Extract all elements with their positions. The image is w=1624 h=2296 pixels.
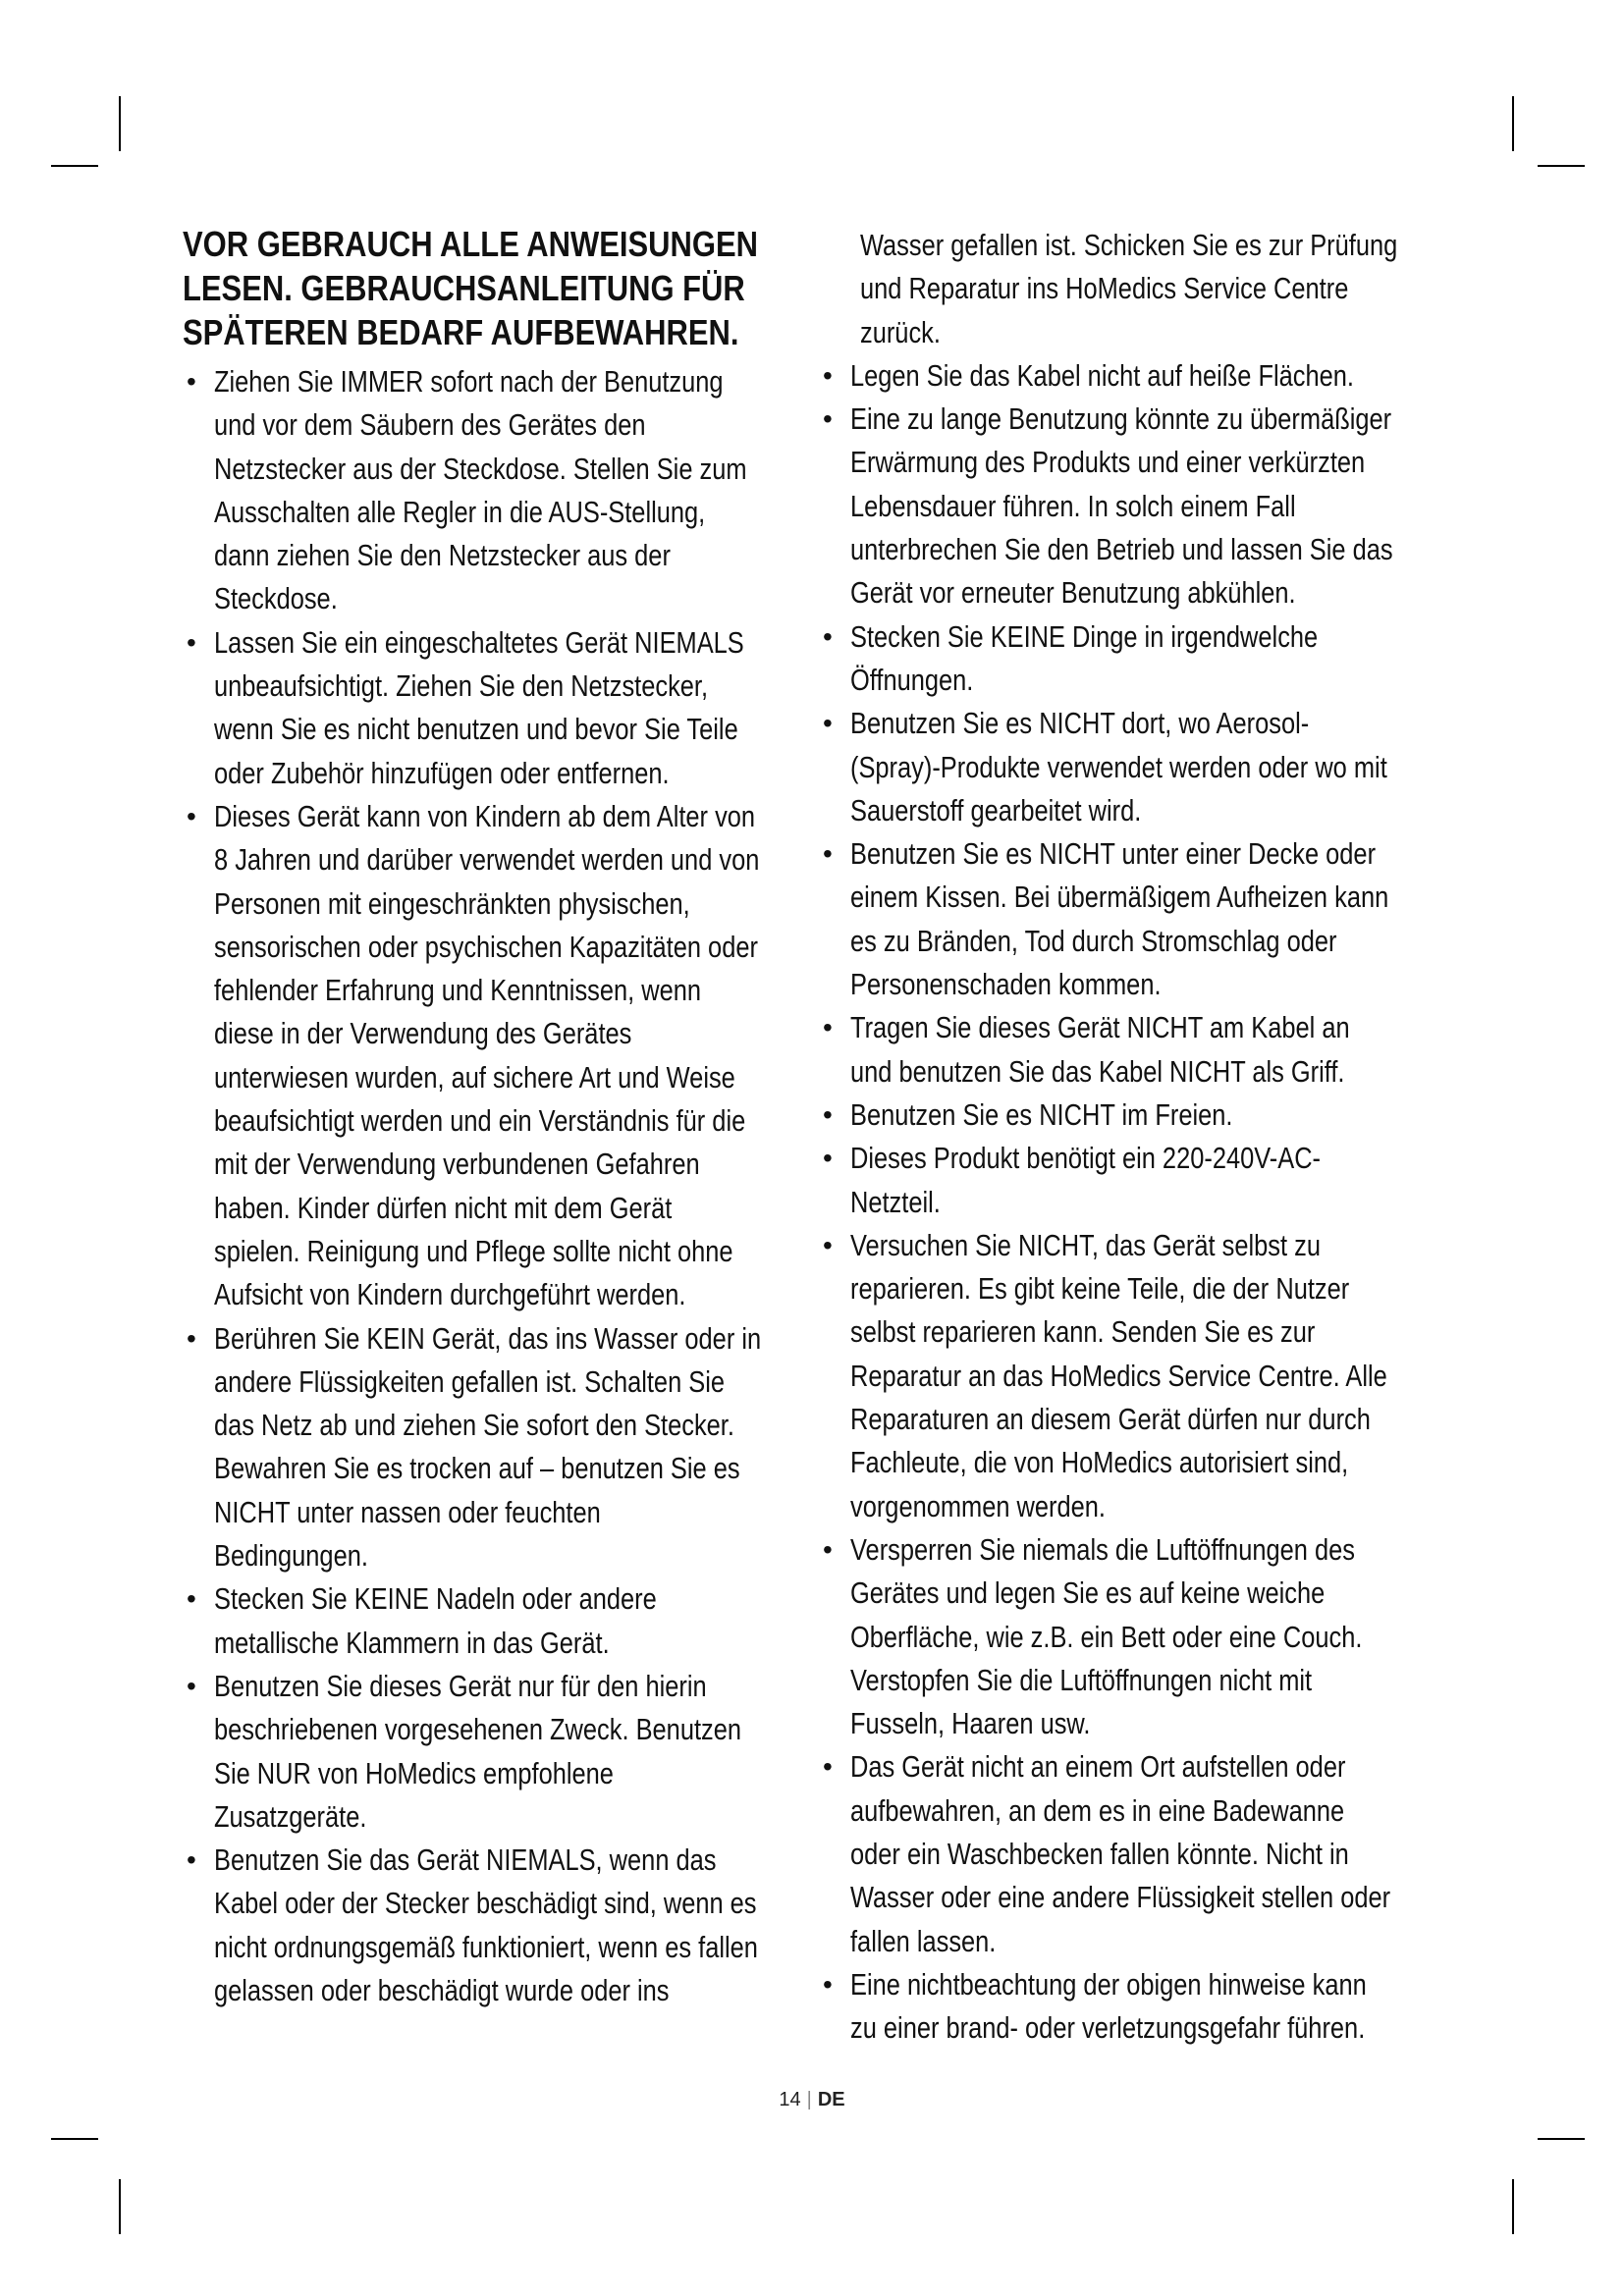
list-item: • Legen Sie das Kabel nicht auf heiße Flächen.: [819, 354, 1447, 398]
bullet-icon: •: [187, 1844, 196, 1876]
list-item: • Benutzen Sie das Gerät NIEMALS, wenn das Kabel oder der Stecker beschädigt sind, wenn es nicht ordnungsgemäß funktioniert, wenn es fallen gelassen oder beschädigt wurde oder ins: [183, 1839, 811, 2012]
left-column: [183, 222, 811, 2012]
bullet-icon: •: [823, 620, 833, 652]
bullet-icon: •: [823, 359, 833, 391]
list-item: • Benutzen Sie es NICHT unter einer Decke oder einem Kissen. Bei übermäßigem Aufheizen kann es zu Bränden, Tod durch Stromschlag oder Personenschaden kommen.: [819, 832, 1447, 1006]
list-item-continuation: Wasser gefallen ist. Schicken Sie es zur Prüfung und Reparatur ins HoMedics Service Centre zurück.: [860, 228, 1398, 349]
bullet-icon: •: [823, 708, 833, 739]
bullet-icon: •: [823, 1012, 833, 1043]
bullet-icon: •: [823, 1533, 833, 1565]
list-item: • Benutzen Sie dieses Gerät nur für den hierin beschriebenen vorgesehenen Zweck. Benutzen Sie NUR von HoMedics empfohlene Zusatzgeräte.: [183, 1665, 811, 1839]
crop-mark-top-right-horizontal: [1538, 165, 1585, 167]
list-item: • Eine nichtbeachtung der obigen hinweise kann zu einer brand- oder verletzungsgefahr führen.: [819, 1963, 1447, 2051]
bullet-icon: •: [823, 1143, 833, 1174]
bullet-icon: •: [187, 1322, 196, 1354]
bullet-icon: •: [823, 403, 833, 435]
right-instruction-list: [819, 354, 1447, 2051]
list-item: • Berühren Sie KEIN Gerät, das ins Wasser oder in andere Flüssigkeiten gefallen ist. Schalten Sie das Netz ab und ziehen Sie sofort den Stecker. Bewahren Sie es trocken auf – benutzen Sie es NICHT unter nassen oder feuchten Bedingungen.: [183, 1317, 811, 1578]
right-column: [819, 224, 1447, 2050]
bullet-icon: •: [187, 366, 196, 397]
crop-mark-top-left-vertical: [119, 96, 121, 151]
list-item: • Stecken Sie KEINE Nadeln oder andere metallische Klammern in das Gerät.: [183, 1577, 811, 1665]
list-item: • Dieses Produkt benötigt ein 220-240V-AC- Netzteil.: [819, 1137, 1447, 1224]
left-instruction-list: [183, 360, 811, 2012]
page-heading: VOR GEBRAUCH ALLE ANWEISUNGEN LESEN. GEBRAUCHSANLEITUNG FÜR SPÄTEREN BEDARF AUFBEWAHREN.: [183, 224, 758, 352]
bullet-icon: •: [823, 1098, 833, 1130]
list-item: • Das Gerät nicht an einem Ort aufstellen oder aufbewahren, an dem es in eine Badewanne oder ein Waschbecken fallen könnte. Nicht in Wasser oder eine andere Flüssigkeit stellen oder fallen lassen.: [819, 1745, 1447, 1962]
bullet-icon: •: [823, 1968, 833, 2000]
list-item: • Dieses Gerät kann von Kindern ab dem Alter von 8 Jahren und darüber verwendet werden und von Personen mit eingeschränkten physischen, sensorischen oder psychischen Kapazitäten oder fehlender Erfahrung und Kenntnissen, wenn diese in der Verwendung des Gerätes unterwiesen wurden, auf sichere Art und Weise beaufsichtigt werden und ein Verständnis für die mit der Verwendung verbundenen Gefahren haben. Kinder dürfen nicht mit dem Gerät spielen. Reinigung und Pflege sollte nicht ohne Aufsicht von Kindern durchgeführt werden.: [183, 795, 811, 1317]
page-number: 14: [779, 2089, 801, 2110]
list-item: • Versuchen Sie NICHT, das Gerät selbst zu reparieren. Es gibt keine Teile, die der Nutzer selbst reparieren kann. Senden Sie es zur Reparatur an das HoMedics Service Centre. Alle Reparaturen an diesem Gerät dürfen nur durch Fachleute, die von HoMedics autorisiert sind, vorgenommen werden.: [819, 1224, 1447, 1528]
crop-mark-top-left-horizontal: [51, 165, 98, 167]
list-item: • Eine zu lange Benutzung könnte zu übermäßiger Erwärmung des Produkts und einer verkürzten Lebensdauer führen. In solch einem Fall unterbrechen Sie den Betrieb und lassen Sie das Gerät vor erneuter Benutzung abkühlen.: [819, 398, 1447, 614]
bullet-icon: •: [823, 838, 833, 870]
crop-mark-bottom-right-vertical: [1512, 2179, 1514, 2234]
crop-mark-bottom-right-horizontal: [1538, 2138, 1585, 2140]
bullet-icon: •: [187, 1583, 196, 1615]
list-item: • Ziehen Sie IMMER sofort nach der Benutzung und vor dem Säubern des Gerätes den Netzstecker aus der Steckdose. Stellen Sie zum Ausschalten alle Regler in die AUS-Stellung, dann ziehen Sie den Netzstecker aus der Steckdose.: [183, 360, 811, 621]
list-item: • Benutzen Sie es NICHT im Freien.: [819, 1094, 1447, 1137]
list-item: • Benutzen Sie es NICHT dort, wo Aerosol- (Spray)-Produkte verwendet werden oder wo mit Sauerstoff gearbeitet wird.: [819, 702, 1447, 832]
list-item: • Versperren Sie niemals die Luftöffnungen des Gerätes und legen Sie es auf keine weiche Oberfläche, wie z.B. ein Bett oder eine Couch. Verstopfen Sie die Luftöffnungen nicht mit Fusseln, Haaren usw.: [819, 1528, 1447, 1745]
bullet-icon: •: [187, 626, 196, 658]
page-footer: [0, 2089, 1624, 2111]
bullet-icon: •: [187, 1670, 196, 1701]
bullet-icon: •: [823, 1751, 833, 1783]
crop-mark-bottom-left-vertical: [119, 2179, 121, 2234]
crop-mark-top-right-vertical: [1512, 96, 1514, 151]
footer-separator: |: [806, 2089, 812, 2110]
crop-mark-bottom-left-horizontal: [51, 2138, 98, 2140]
list-item: • Tragen Sie dieses Gerät NICHT am Kabel an und benutzen Sie das Kabel NICHT als Griff.: [819, 1006, 1447, 1094]
bullet-icon: •: [187, 800, 196, 831]
list-item: • Stecken Sie KEINE Dinge in irgendwelche Öffnungen.: [819, 615, 1447, 703]
bullet-icon: •: [823, 1229, 833, 1260]
language-code: DE: [817, 2089, 845, 2110]
list-item: • Lassen Sie ein eingeschaltetes Gerät NIEMALS unbeaufsichtigt. Ziehen Sie den Netzstecker, wenn Sie es nicht benutzen und bevor Sie Teile oder Zubehör hinzufügen oder entfernen.: [183, 621, 811, 795]
